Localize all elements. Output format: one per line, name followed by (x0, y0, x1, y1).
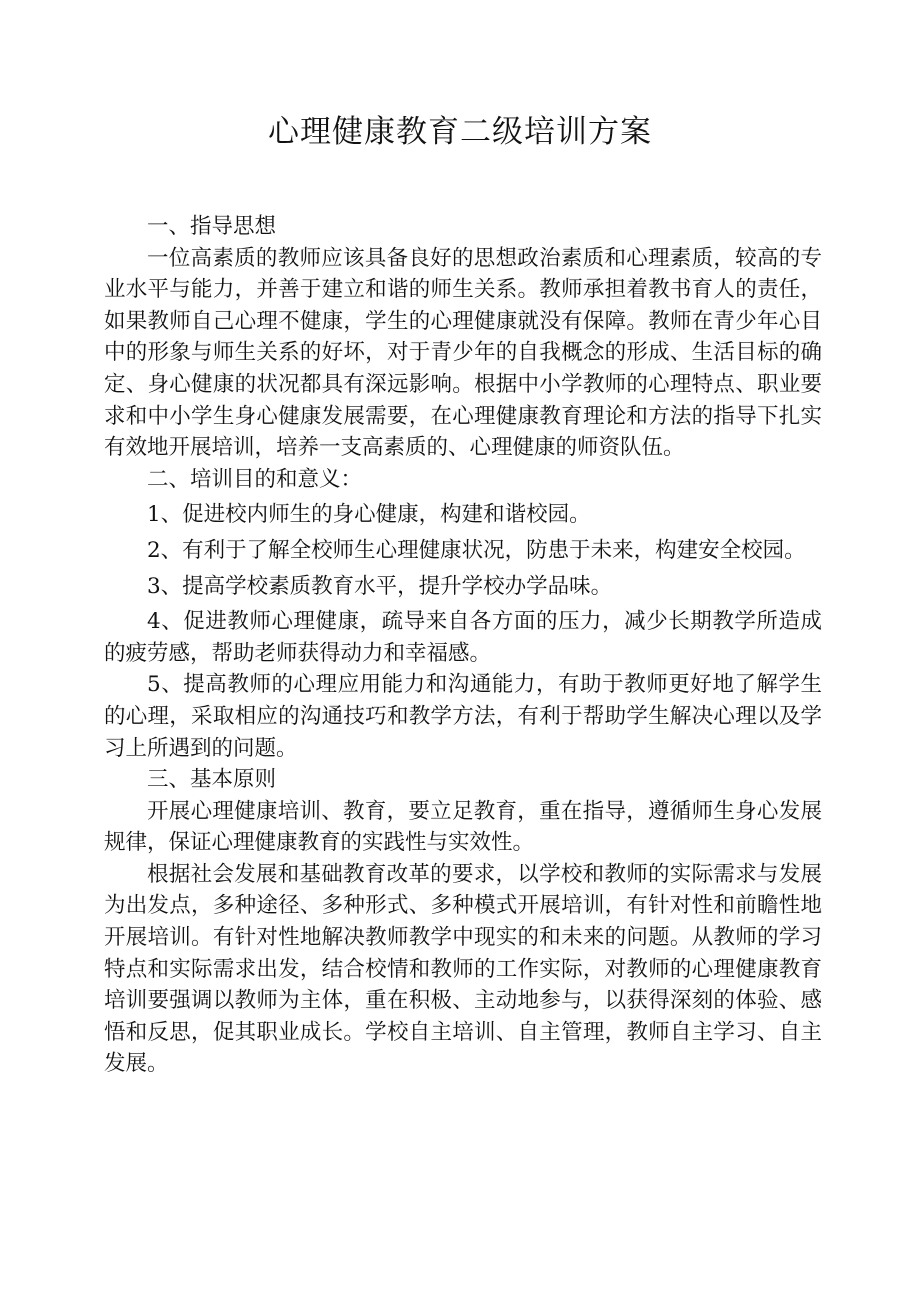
list-item-purpose-3: 3、提高学校素质教育水平，提升学校办学品味。 (147, 573, 613, 599)
paragraph-principles-2: 根据社会发展和基础教育改革的要求，以学校和教师的实际需求与发展为出发点，多种途径、多种形式、多种模式开展培训，有针对性和前瞻性地开展培训。有针对性地解决教师教学中现实的和未来的问题。从教师的学习特点和实际需求出发，结合校情和教师的工作实际，对教师的心理健康教育培训要强调以教师为主体，重在积极、主动地参与，以获得深刻的体验、感悟和反思，促其职业成长。学校自主培训、自主管理，教师自主学习、自主发展。 (104, 861, 822, 1077)
document-title: 心理健康教育二级培训方案 (268, 114, 652, 150)
list-item-purpose-5: 5、提高教师的心理应用能力和沟通能力，有助于教师更好地了解学生的心理，采取相应的沟通技巧和教学方法，有利于帮助学生解决心理以及学习上所遇到的问题。 (104, 672, 822, 761)
list-item-purpose-4: 4、促进教师心理健康，疏导来自各方面的压力，减少长期教学所造成的疲劳感，帮助老师获得动力和幸福感。 (104, 609, 822, 666)
list-item-purpose-1: 1、促进校内师生的身心健康，构建和谐校园。 (147, 502, 591, 528)
section-heading-basic-principles: 三、基本原则 (147, 767, 277, 793)
document-body (104, 211, 822, 1080)
section-heading-training-purpose: 二、培训目的和意义： (147, 466, 363, 492)
paragraph-guiding-ideology: 一位高素质的教师应该具备良好的思想政治素质和心理素质，较高的专业水平与能力，并善于建立和谐的师生关系。教师承担着教书育人的责任，如果教师自己心理不健康，学生的心理健康就没有保障。教师在青少年心目中的形象与师生关系的好坏，对于青少年的自我概念的形成、生活目标的确定、身心健康的状况都具有深远影响。根据中小学教师的心理特点、职业要求和中小学生身心健康发展需要，在心理健康教育理论和方法的指导下扎实有效地开展培训，培养一支高素质的、心理健康的师资队伍。 (104, 245, 822, 461)
paragraph-principles-1: 开展心理健康培训、教育，要立足教育，重在指导，遵循师生身心发展规律，保证心理健康教育的实践性与实效性。 (104, 798, 822, 856)
section-heading-guiding-ideology: 一、指导思想 (147, 214, 277, 239)
list-item-purpose-2: 2、有利于了解全校师生心理健康状况，防患于未来，构建安全校园。 (147, 537, 806, 563)
